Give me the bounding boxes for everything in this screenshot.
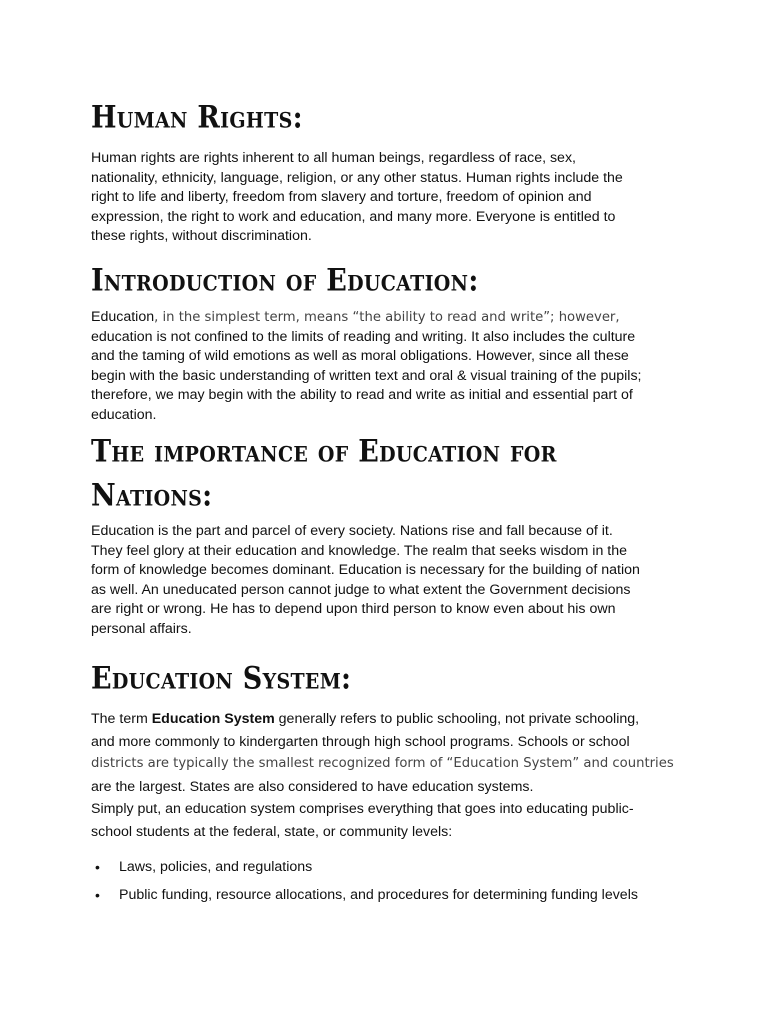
heading-human-rights: Human Rights: [91,100,303,136]
list-item-text: Laws, policies, and regulations [119,859,313,875]
list-item [91,858,638,886]
text-line: Simply put, an education system comprises everything that goes into educating public- [91,801,634,817]
paragraph-importance [91,522,683,639]
text-soft: , in the simplest term, means “the ability to read and write”; however, [154,310,620,325]
text-bold-term: Education System [151,711,275,727]
heading-importance-line-2: Nations: [91,478,213,514]
text-line: are right or wrong. He has to depend upon third person to know even about his own [91,601,616,617]
bullet-list [91,858,638,914]
text-line: right to life and liberty, freedom from slavery and torture, freedom of opinion and [91,189,592,205]
text-line: education is not confined to the limits of reading and writing. It also includes the culture [91,328,636,345]
bullet-icon: • [95,859,100,875]
heading-introduction-of-education: Introduction of Education: [91,263,479,299]
text-line [91,708,683,731]
text-line: school students at the federal, state, or community levels: [91,823,453,840]
text-line: Human rights are rights inherent to all human beings, regardless of race, sex, [91,150,576,166]
text-line: They feel glory at their education and knowledge. The realm that seeks wisdom in the [91,542,628,559]
text-lead: Education [91,309,155,325]
text-line: personal affairs. [91,620,192,637]
paragraph-human-rights [91,149,683,247]
list-item-text: Public funding, resource allocations, and procedures for determining funding levels [119,887,638,903]
bullet-icon: • [95,887,100,903]
heading-education-system: Education System: [91,661,352,697]
text-line [91,308,683,328]
paragraph-introduction [91,308,683,425]
text-line: and more commonly to kindergarten through high school programs. Schools or school [91,733,630,750]
text-post: generally refers to public schooling, not private schooling, [274,711,640,727]
text-pre: The term [91,711,152,727]
text-line: begin with the basic understanding of written text and oral & visual training of the pupils; [91,367,642,384]
text-line: education. [91,406,157,423]
heading-importance-line-1: The importance of Education for [91,434,557,470]
text-line: as well. An uneducated person cannot judge to what extent the Government decisions [91,581,631,598]
text-line: nationality, ethnicity, language, religion, or any other status. Human rights include the [91,169,623,186]
text-line: Education is the part and parcel of every society. Nations rise and fall because of it. [91,523,613,539]
text-line: form of knowledge becomes dominant. Education is necessary for the building of nation [91,562,640,578]
text-line: expression, the right to work and education, and many more. Everyone is entitled to [91,208,616,225]
text-line: are the largest. States are also considered to have education systems. [91,778,534,795]
text-line: these rights, without discrimination. [91,228,312,244]
text-line-soft: districts are typically the smallest recognized form of “Education System” and countries [91,756,674,771]
list-item [91,886,638,914]
paragraph-education-system [91,708,683,843]
text-line: and the taming of wild emotions as well as moral obligations. However, since all these [91,348,629,364]
text-line: therefore, we may begin with the ability to read and write as initial and essential part of [91,387,633,403]
